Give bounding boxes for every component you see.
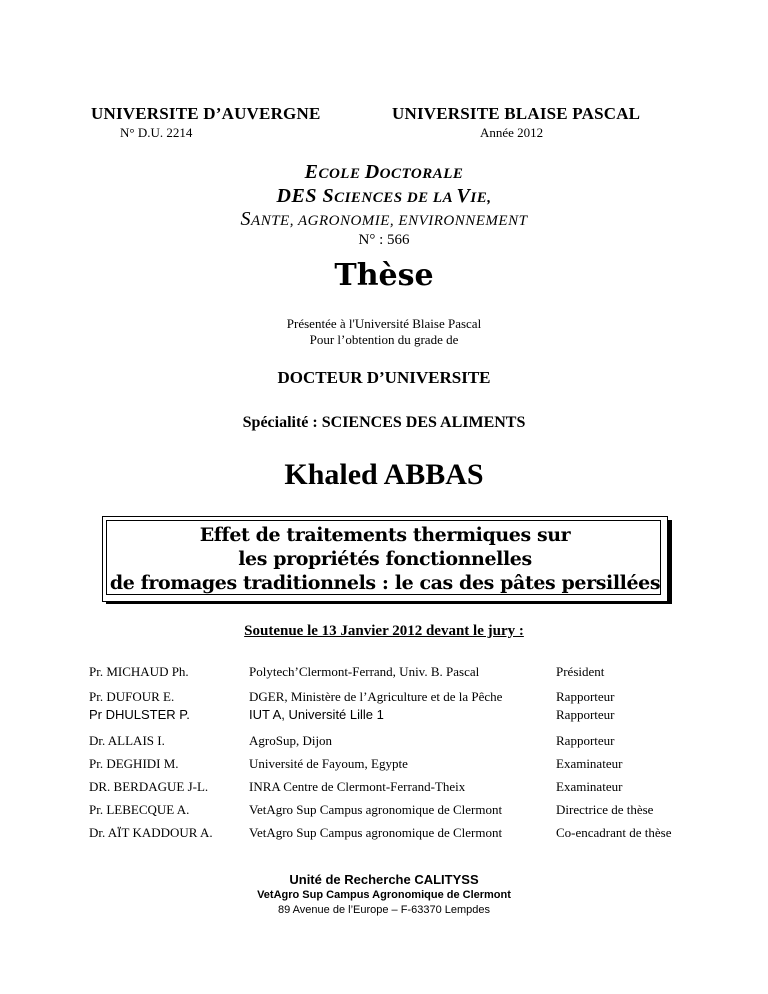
jury-name: Pr DHULSTER P. [89, 707, 190, 722]
defense-date: Soutenue le 13 Janvier 2012 devant le jury : [244, 623, 524, 639]
jury-name: Pr. DUFOUR E. [89, 689, 175, 704]
author-name: Khaled ABBAS [284, 458, 484, 491]
ecole-line-2: DES SCIENCES DE LA VIE, [276, 185, 492, 207]
jury-row [0, 825, 768, 843]
jury-affiliation: IUT A, Université Lille 1 [249, 707, 384, 722]
thesis-label: Thèse [334, 258, 434, 293]
jury-role: Co-encadrant de thèse [556, 825, 672, 840]
jury-name: Dr. ALLAIS I. [89, 733, 165, 748]
jury-role: Président [556, 664, 605, 679]
degree-title: DOCTEUR D’UNIVERSITE [277, 368, 491, 387]
jury-role: Rapporteur [556, 707, 615, 722]
research-campus: VetAgro Sup Campus Agronomique de Clermont [257, 889, 511, 901]
jury-affiliation: AgroSup, Dijon [249, 733, 333, 748]
title-line-1: Effet de traitements thermiques sur [199, 524, 571, 546]
title-line-2: les propriétés fonctionnelles [238, 548, 532, 570]
jury-affiliation: DGER, Ministère de l’Agriculture et de la Pêche [249, 689, 503, 704]
jury-name: Pr. LEBECQUE A. [89, 802, 190, 817]
jury-role: Directrice de thèse [556, 802, 654, 817]
jury-affiliation: INRA Centre de Clermont-Ferrand-Theix [249, 779, 466, 794]
speciality: Spécialité : SCIENCES DES ALIMENTS [242, 414, 526, 431]
jury-row [0, 707, 768, 725]
ecole-number: N° : 566 [358, 232, 410, 248]
left-university-name: UNIVERSITE D’AUVERGNE [91, 104, 321, 123]
jury-row [0, 802, 768, 820]
jury-name: Pr. MICHAUD Ph. [89, 664, 189, 679]
presented-line-1: Présentée à l'Université Blaise Pascal [286, 316, 482, 331]
right-university-year: Année 2012 [480, 125, 544, 140]
jury-name: Dr. AÏT KADDOUR A. [89, 825, 213, 840]
title-line-3: de fromages traditionnels : le cas des pâtes persillées [109, 572, 661, 594]
jury-role: Rapporteur [556, 733, 615, 748]
jury-role: Examinateur [556, 756, 623, 771]
jury-row [0, 733, 768, 751]
research-unit: Unité de Recherche CALITYSS [289, 872, 479, 887]
jury-affiliation: Université de Fayoum, Egypte [249, 756, 408, 771]
ecole-line-1: ECOLE DOCTORALE [304, 161, 464, 183]
left-university-du-number: N° D.U. 2214 [120, 125, 193, 140]
jury-affiliation: VetAgro Sup Campus agronomique de Clermont [249, 825, 503, 840]
right-university-name: UNIVERSITE BLAISE PASCAL [392, 104, 641, 123]
jury-role: Examinateur [556, 779, 623, 794]
jury-row [0, 664, 768, 682]
research-address: 89 Avenue de l’Europe – F-63370 Lempdes [277, 904, 490, 916]
presented-line-2: Pour l’obtention du grade de [309, 332, 459, 347]
jury-row [0, 756, 768, 774]
ecole-line-3: SANTE, AGRONOMIE, ENVIRONNEMENT [240, 208, 528, 230]
jury-role: Rapporteur [556, 689, 615, 704]
jury-affiliation: VetAgro Sup Campus agronomique de Clermont [249, 802, 503, 817]
jury-row [0, 689, 768, 707]
jury-affiliation: Polytech’Clermont-Ferrand, Univ. B. Pascal [249, 664, 480, 679]
jury-name: DR. BERDAGUE J-L. [89, 779, 209, 794]
jury-row [0, 779, 768, 797]
jury-name: Pr. DEGHIDI M. [89, 756, 179, 771]
